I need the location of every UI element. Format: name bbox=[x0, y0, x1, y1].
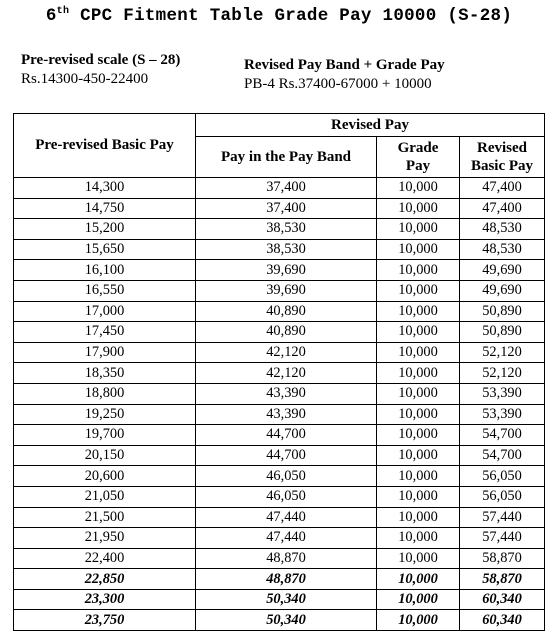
cell-revised-basic-pay: 47,400 bbox=[460, 178, 545, 199]
cell-pre-revised-basic-pay: 20,150 bbox=[14, 445, 196, 466]
cell-pay-in-pay-band: 40,890 bbox=[196, 301, 377, 322]
table-row bbox=[14, 548, 545, 569]
cell-pre-revised-basic-pay: 16,550 bbox=[14, 280, 196, 301]
cell-grade-pay: 10,000 bbox=[377, 610, 460, 631]
table-row bbox=[14, 507, 545, 528]
cell-pre-revised-basic-pay: 23,300 bbox=[14, 589, 196, 610]
table-row bbox=[14, 466, 545, 487]
cell-revised-basic-pay: 52,120 bbox=[460, 363, 545, 384]
cell-revised-basic-pay: 50,890 bbox=[460, 301, 545, 322]
cell-grade-pay: 10,000 bbox=[377, 486, 460, 507]
cell-pre-revised-basic-pay: 17,450 bbox=[14, 322, 196, 343]
cell-pre-revised-basic-pay: 15,650 bbox=[14, 239, 196, 260]
cell-pay-in-pay-band: 44,700 bbox=[196, 425, 377, 446]
cell-revised-basic-pay: 49,690 bbox=[460, 260, 545, 281]
cell-pay-in-pay-band: 42,120 bbox=[196, 342, 377, 363]
cell-pay-in-pay-band: 50,340 bbox=[196, 589, 377, 610]
cell-pay-in-pay-band: 37,400 bbox=[196, 198, 377, 219]
pre-revised-scale bbox=[21, 51, 180, 89]
cell-pay-in-pay-band: 40,890 bbox=[196, 322, 377, 343]
cell-revised-basic-pay: 53,390 bbox=[460, 404, 545, 425]
cell-revised-basic-pay: 52,120 bbox=[460, 342, 545, 363]
table-row bbox=[14, 178, 545, 199]
cell-grade-pay: 10,000 bbox=[377, 445, 460, 466]
cell-pre-revised-basic-pay: 17,000 bbox=[14, 301, 196, 322]
table-row bbox=[14, 425, 545, 446]
page-title bbox=[0, 6, 558, 26]
cell-grade-pay: 10,000 bbox=[377, 239, 460, 260]
cell-grade-pay: 10,000 bbox=[377, 301, 460, 322]
cell-pre-revised-basic-pay: 15,200 bbox=[14, 219, 196, 240]
cell-pay-in-pay-band: 39,690 bbox=[196, 260, 377, 281]
revised-pay-band bbox=[244, 56, 445, 94]
cell-pre-revised-basic-pay: 16,100 bbox=[14, 260, 196, 281]
cell-revised-basic-pay: 60,340 bbox=[460, 589, 545, 610]
cell-pay-in-pay-band: 48,870 bbox=[196, 548, 377, 569]
header-pre-revised-basic-pay: Pre-revised Basic Pay bbox=[14, 114, 196, 178]
table-row bbox=[14, 322, 545, 343]
table-row bbox=[14, 363, 545, 384]
cell-pre-revised-basic-pay: 22,850 bbox=[14, 569, 196, 590]
cell-grade-pay: 10,000 bbox=[377, 507, 460, 528]
cell-revised-basic-pay: 56,050 bbox=[460, 486, 545, 507]
pre-revised-heading: Pre-revised scale (S – 28) bbox=[21, 52, 181, 68]
cell-pay-in-pay-band: 50,340 bbox=[196, 610, 377, 631]
cell-pay-in-pay-band: 38,530 bbox=[196, 239, 377, 260]
cell-revised-basic-pay: 53,390 bbox=[460, 383, 545, 404]
cell-pay-in-pay-band: 48,870 bbox=[196, 569, 377, 590]
table-row bbox=[14, 486, 545, 507]
table-row bbox=[14, 383, 545, 404]
cell-grade-pay: 10,000 bbox=[377, 178, 460, 199]
header-revised-basic-pay: Revised Basic Pay bbox=[460, 137, 545, 178]
cell-grade-pay: 10,000 bbox=[377, 548, 460, 569]
cell-grade-pay: 10,000 bbox=[377, 280, 460, 301]
cell-grade-pay: 10,000 bbox=[377, 219, 460, 240]
table-row bbox=[14, 239, 545, 260]
cell-revised-basic-pay: 57,440 bbox=[460, 507, 545, 528]
title-number: 6 bbox=[45, 6, 57, 26]
cell-grade-pay: 10,000 bbox=[377, 589, 460, 610]
cell-pre-revised-basic-pay: 19,700 bbox=[14, 425, 196, 446]
title-superscript: th bbox=[56, 6, 70, 18]
cell-grade-pay: 10,000 bbox=[377, 260, 460, 281]
cell-grade-pay: 10,000 bbox=[377, 198, 460, 219]
cell-pre-revised-basic-pay: 22,400 bbox=[14, 548, 196, 569]
cell-grade-pay: 10,000 bbox=[377, 528, 460, 549]
cell-pay-in-pay-band: 38,530 bbox=[196, 219, 377, 240]
cell-pay-in-pay-band: 46,050 bbox=[196, 466, 377, 487]
cell-pre-revised-basic-pay: 21,050 bbox=[14, 486, 196, 507]
cell-pay-in-pay-band: 44,700 bbox=[196, 445, 377, 466]
cell-pre-revised-basic-pay: 21,500 bbox=[14, 507, 196, 528]
cell-revised-basic-pay: 54,700 bbox=[460, 425, 545, 446]
cell-grade-pay: 10,000 bbox=[377, 383, 460, 404]
cell-revised-basic-pay: 48,530 bbox=[460, 219, 545, 240]
cell-grade-pay: 10,000 bbox=[377, 425, 460, 446]
cell-pre-revised-basic-pay: 21,950 bbox=[14, 528, 196, 549]
table-row bbox=[14, 528, 545, 549]
header-grade-pay: Grade Pay bbox=[377, 137, 460, 178]
cell-pay-in-pay-band: 42,120 bbox=[196, 363, 377, 384]
table-row bbox=[14, 219, 545, 240]
pre-revised-value: Rs.14300-450-22400 bbox=[21, 71, 149, 87]
cell-grade-pay: 10,000 bbox=[377, 404, 460, 425]
cell-revised-basic-pay: 60,340 bbox=[460, 610, 545, 631]
cell-pre-revised-basic-pay: 19,250 bbox=[14, 404, 196, 425]
table-row bbox=[14, 610, 545, 631]
cell-pre-revised-basic-pay: 14,300 bbox=[14, 178, 196, 199]
cell-pay-in-pay-band: 43,390 bbox=[196, 383, 377, 404]
cell-revised-basic-pay: 57,440 bbox=[460, 528, 545, 549]
cell-pre-revised-basic-pay: 18,350 bbox=[14, 363, 196, 384]
table-row bbox=[14, 569, 545, 590]
table-row bbox=[14, 301, 545, 322]
cell-pay-in-pay-band: 43,390 bbox=[196, 404, 377, 425]
cell-pre-revised-basic-pay: 14,750 bbox=[14, 198, 196, 219]
cell-revised-basic-pay: 56,050 bbox=[460, 466, 545, 487]
cell-grade-pay: 10,000 bbox=[377, 363, 460, 384]
cell-grade-pay: 10,000 bbox=[377, 342, 460, 363]
cell-grade-pay: 10,000 bbox=[377, 569, 460, 590]
cell-pre-revised-basic-pay: 23,750 bbox=[14, 610, 196, 631]
cell-pre-revised-basic-pay: 18,800 bbox=[14, 383, 196, 404]
title-text: CPC Fitment Table Grade Pay 10000 (S-28) bbox=[69, 6, 513, 26]
table-row bbox=[14, 589, 545, 610]
cell-pay-in-pay-band: 39,690 bbox=[196, 280, 377, 301]
cell-pay-in-pay-band: 47,440 bbox=[196, 528, 377, 549]
cell-revised-basic-pay: 49,690 bbox=[460, 280, 545, 301]
cell-revised-basic-pay: 48,530 bbox=[460, 239, 545, 260]
table-row bbox=[14, 342, 545, 363]
cell-pre-revised-basic-pay: 17,900 bbox=[14, 342, 196, 363]
cell-revised-basic-pay: 47,400 bbox=[460, 198, 545, 219]
header-pay-in-pay-band: Pay in the Pay Band bbox=[196, 137, 377, 178]
cell-pre-revised-basic-pay: 20,600 bbox=[14, 466, 196, 487]
fitment-table bbox=[13, 113, 545, 631]
cell-pay-in-pay-band: 46,050 bbox=[196, 486, 377, 507]
table-row bbox=[14, 280, 545, 301]
header-revised-pay: Revised Pay bbox=[196, 114, 545, 137]
cell-pay-in-pay-band: 47,440 bbox=[196, 507, 377, 528]
cell-grade-pay: 10,000 bbox=[377, 466, 460, 487]
cell-revised-basic-pay: 58,870 bbox=[460, 548, 545, 569]
cell-pay-in-pay-band: 37,400 bbox=[196, 178, 377, 199]
table-row bbox=[14, 260, 545, 281]
cell-revised-basic-pay: 50,890 bbox=[460, 322, 545, 343]
cell-revised-basic-pay: 58,870 bbox=[460, 569, 545, 590]
revised-value: PB-4 Rs.37400-67000 + 10000 bbox=[244, 76, 432, 92]
revised-heading: Revised Pay Band + Grade Pay bbox=[244, 57, 445, 73]
cell-grade-pay: 10,000 bbox=[377, 322, 460, 343]
table-body bbox=[14, 178, 545, 631]
table-row bbox=[14, 445, 545, 466]
cell-revised-basic-pay: 54,700 bbox=[460, 445, 545, 466]
table-row bbox=[14, 198, 545, 219]
table-row bbox=[14, 404, 545, 425]
